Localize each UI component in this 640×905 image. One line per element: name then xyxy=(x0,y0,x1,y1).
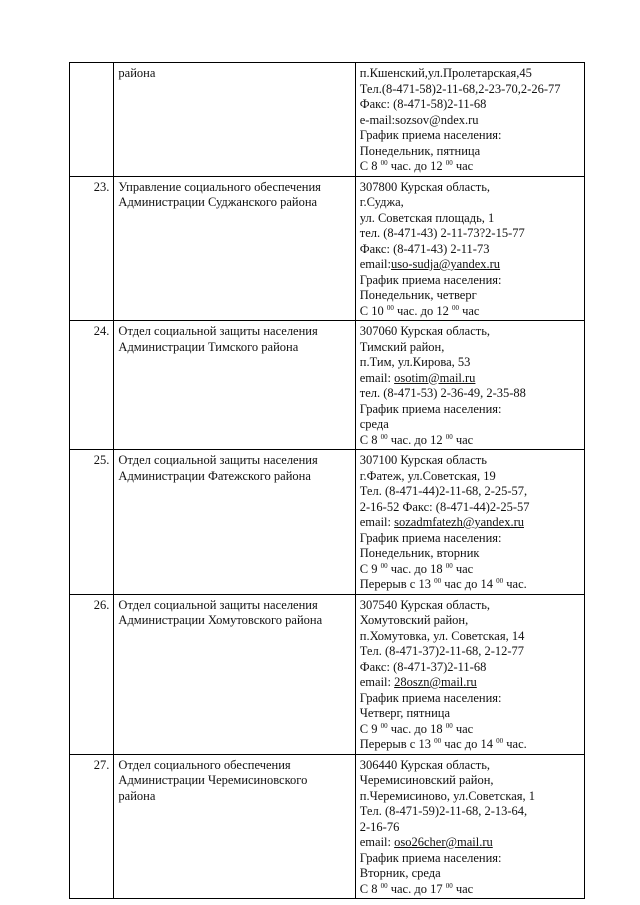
address-line: п.Кшенский,ул.Пролетарская,45 xyxy=(359,66,532,80)
email-link[interactable]: osotim@mail.ru xyxy=(394,370,476,385)
department-name-line: Отдел социальной защиты населения xyxy=(118,453,318,467)
row-number: 25. xyxy=(70,450,114,595)
department-name-line: Администрации Тимского района xyxy=(118,339,299,354)
hours-text: час. до 12 xyxy=(387,159,446,173)
row-number xyxy=(70,63,114,177)
address-cell xyxy=(355,321,584,450)
address-line: г.Суджа, xyxy=(359,195,404,209)
reception-hours-line xyxy=(360,737,580,753)
email-link[interactable]: sozadmfatezh@yandex.ru xyxy=(394,515,524,529)
table-row xyxy=(70,754,585,899)
address-line: Черемисиновский район, xyxy=(359,773,494,787)
hours-text: час. до 12 xyxy=(387,432,446,447)
address-line: 2-16-76 xyxy=(359,819,400,834)
email-prefix: email: xyxy=(359,370,395,385)
address-line: Тел. (8-471-59)2-11-68, 2-13-64, xyxy=(359,804,528,818)
email-prefix: email: xyxy=(359,675,395,689)
address-line: среда xyxy=(359,417,389,431)
hours-text: С 9 xyxy=(359,721,381,736)
department-name-line: Отдел социального обеспечения xyxy=(118,757,291,772)
address-line: Факс: (8-471-37)2-11-68 xyxy=(359,659,487,674)
department-name-line: Администрации Фатежского района xyxy=(118,468,311,483)
email-line xyxy=(360,515,580,531)
department-name-cell xyxy=(114,594,355,754)
department-name-cell xyxy=(114,450,355,595)
address-line: 307540 Курская область, xyxy=(359,597,491,612)
address-line: Тел.(8-471-58)2-11-68,2-23-70,2-26-77 xyxy=(359,81,561,96)
department-name-line: района xyxy=(118,788,156,803)
departments-table-body xyxy=(70,63,585,899)
reception-hours-line xyxy=(360,882,580,898)
reception-hours-line xyxy=(360,722,580,738)
address-line: Факс: (8-471-43) 2-11-73 xyxy=(359,241,490,256)
hours-minutes: 00 xyxy=(386,303,394,312)
hours-text: С 8 xyxy=(359,159,381,173)
email-line xyxy=(360,675,580,691)
email-line xyxy=(360,835,580,851)
hours-text: час xyxy=(452,721,474,736)
row-number: 23. xyxy=(70,176,114,321)
email-link[interactable]: uso-sudja@yandex.ru xyxy=(391,257,501,271)
email-link[interactable]: 28oszn@mail.ru xyxy=(394,675,477,689)
address-line: тел. (8-471-53) 2-36-49, 2-35-88 xyxy=(359,386,526,400)
address-line: 2-16-52 Факс: (8-471-44)2-25-57 xyxy=(359,499,530,514)
address-line: Понедельник, пятница xyxy=(359,143,481,158)
table-row xyxy=(70,594,585,754)
address-line: График приема населения: xyxy=(359,128,502,142)
address-line: тел. (8-471-43) 2-11-73?2-15-77 xyxy=(359,226,525,240)
address-line: ул. Советская площадь, 1 xyxy=(359,210,495,225)
hours-text: час xyxy=(452,432,474,447)
department-name-line: Администрации Хомутовского района xyxy=(118,613,323,627)
hours-text: час до 14 xyxy=(441,577,497,591)
hours-minutes: 00 xyxy=(445,159,453,167)
department-name-line: Администрации Черемисиновского xyxy=(118,773,308,787)
email-prefix: email: xyxy=(359,515,395,529)
email-line xyxy=(360,371,580,387)
address-line: 307060 Курская область, xyxy=(359,324,491,338)
department-name-line: Отдел социальной защиты населения xyxy=(118,324,318,338)
hours-minutes: 00 xyxy=(434,737,442,745)
hours-text: С 8 xyxy=(359,432,381,447)
hours-minutes: 00 xyxy=(380,159,388,167)
hours-minutes: 00 xyxy=(445,721,453,730)
email-prefix: email: xyxy=(359,257,391,271)
address-line: Вторник, среда xyxy=(359,866,441,880)
hours-text: час xyxy=(452,881,474,896)
address-line: Тимский район, xyxy=(359,339,445,354)
address-line: График приема населения: xyxy=(359,530,502,545)
address-line: 307100 Курская область xyxy=(359,453,487,467)
hours-text: С 9 xyxy=(359,561,381,576)
address-line: п.Хомутовка, ул. Советская, 14 xyxy=(359,628,525,643)
address-line: Тел. (8-471-37)2-11-68, 2-12-77 xyxy=(359,644,525,658)
table-row xyxy=(70,450,585,595)
address-line: 306440 Курская область, xyxy=(359,757,491,772)
address-line: 307800 Курская область, xyxy=(359,179,491,194)
address-line: График приема населения: xyxy=(359,850,502,865)
address-line: График приема населения: xyxy=(359,690,502,705)
department-name-line: Управление социального обеспечения xyxy=(118,179,321,194)
address-line: п.Черемисиново, ул.Советская, 1 xyxy=(359,788,536,803)
hours-text: час. до 18 xyxy=(387,721,446,736)
hours-minutes: 00 xyxy=(380,432,388,441)
hours-minutes: 00 xyxy=(496,737,504,745)
department-name-line: Администрации Суджанского района xyxy=(118,195,318,209)
hours-text: С 10 xyxy=(359,303,387,318)
hours-minutes: 00 xyxy=(496,577,504,585)
reception-hours-line xyxy=(360,577,580,593)
address-line: Факс: (8-471-58)2-11-68 xyxy=(359,97,487,111)
department-name-cell xyxy=(114,176,355,321)
hours-minutes: 00 xyxy=(434,577,442,585)
department-name-cell xyxy=(114,63,355,177)
email-link[interactable]: oso26cher@mail.ru xyxy=(394,835,493,849)
hours-text: Перерыв с 13 xyxy=(359,577,435,591)
reception-hours-line xyxy=(360,304,580,320)
hours-minutes: 00 xyxy=(445,881,453,890)
table-row xyxy=(70,63,585,177)
address-line: e-mail:sozsov@ndex.ru xyxy=(359,112,479,127)
address-line: п.Тим, ул.Кирова, 53 xyxy=(359,355,471,369)
email-line xyxy=(360,257,580,273)
hours-text: час xyxy=(452,159,474,173)
email-prefix: email: xyxy=(359,835,395,849)
address-cell xyxy=(355,63,584,177)
hours-text: С 8 xyxy=(359,881,381,896)
address-cell xyxy=(355,594,584,754)
hours-text: час. до 18 xyxy=(387,561,446,576)
reception-hours-line xyxy=(360,433,580,449)
table-row xyxy=(70,321,585,450)
department-name-cell xyxy=(114,321,355,450)
address-cell xyxy=(355,450,584,595)
department-name-cell xyxy=(114,754,355,899)
department-name-line: Отдел социальной защиты населения xyxy=(118,597,318,612)
address-line: Четверг, пятница xyxy=(359,706,450,720)
hours-minutes: 00 xyxy=(445,561,453,570)
address-line: г.Фатеж, ул.Советская, 19 xyxy=(359,468,496,483)
address-line: График приема населения: xyxy=(359,401,502,416)
row-number: 27. xyxy=(70,754,114,899)
hours-minutes: 00 xyxy=(380,881,388,890)
hours-text: час. до 17 xyxy=(387,881,446,896)
hours-minutes: 00 xyxy=(445,432,453,441)
hours-text: Перерыв с 13 xyxy=(359,737,435,751)
department-name-line: района xyxy=(118,66,156,80)
hours-minutes: 00 xyxy=(380,561,388,570)
hours-text: час xyxy=(458,303,480,318)
hours-text: час. до 12 xyxy=(393,303,452,318)
address-line: Тел. (8-471-44)2-11-68, 2-25-57, xyxy=(359,484,528,498)
hours-text: час. xyxy=(503,737,527,751)
address-cell xyxy=(355,176,584,321)
hours-minutes: 00 xyxy=(451,303,459,312)
departments-table xyxy=(69,62,585,899)
reception-hours-line xyxy=(360,159,580,175)
address-line: Понедельник, четверг xyxy=(359,288,477,302)
hours-text: час. xyxy=(503,577,527,591)
address-line: График приема населения: xyxy=(359,272,502,287)
address-line: Хомутовский район, xyxy=(359,613,469,627)
hours-text: час xyxy=(452,561,474,576)
address-cell xyxy=(355,754,584,899)
address-line: Понедельник, вторник xyxy=(359,546,480,560)
table-row xyxy=(70,176,585,321)
hours-text: час до 14 xyxy=(441,737,497,751)
row-number: 24. xyxy=(70,321,114,450)
hours-minutes: 00 xyxy=(380,721,388,730)
row-number: 26. xyxy=(70,594,114,754)
reception-hours-line xyxy=(360,562,580,578)
